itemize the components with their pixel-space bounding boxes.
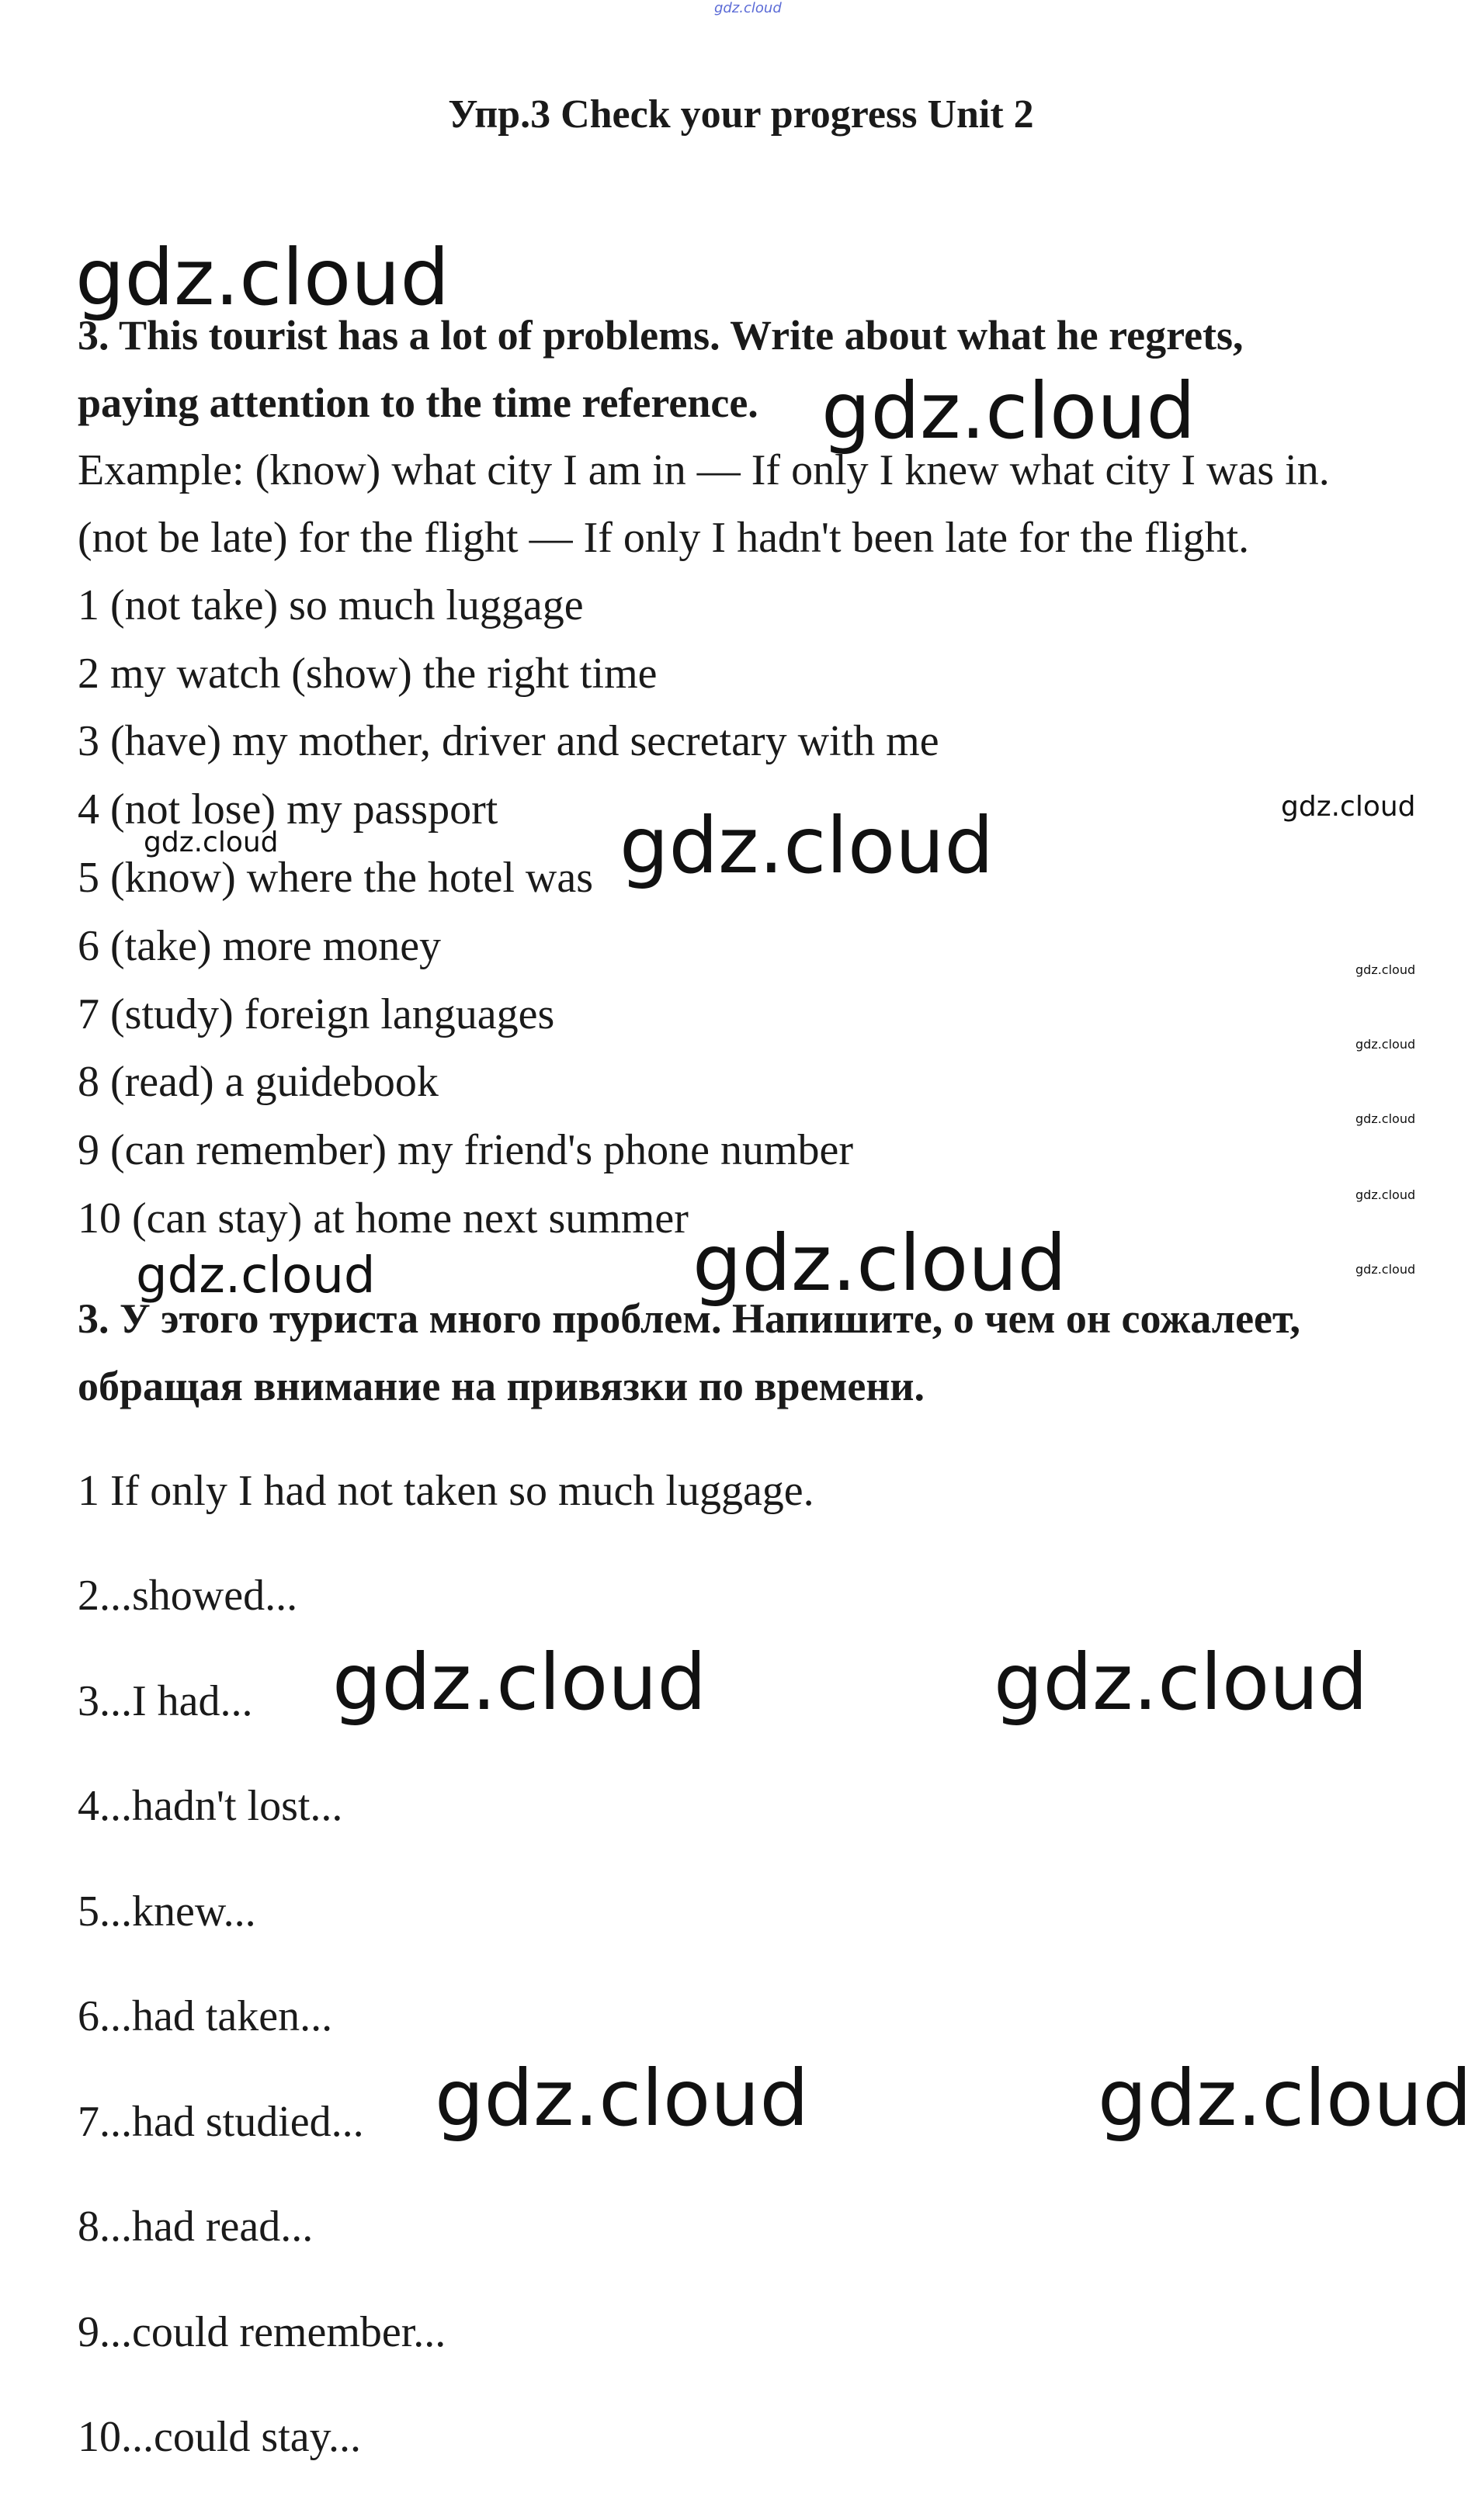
answer-10: 10...could stay... bbox=[78, 2413, 361, 2461]
task-instruction-line-1: 3. This tourist has a lot of problems. Write about what he regrets, bbox=[78, 312, 1244, 359]
watermark: gdz.cloud bbox=[1355, 1037, 1416, 1052]
watermark: gdz.cloud bbox=[821, 366, 1196, 456]
task-instruction-ru-line-1: 3. У этого туриста много проблем. Напишите, о чем он сожалеет, bbox=[78, 1295, 1300, 1342]
watermark: gdz.cloud bbox=[332, 1637, 707, 1728]
exercise-item-9: 9 (can remember) my friend's phone number bbox=[78, 1126, 854, 1174]
top-watermark: gdz.cloud bbox=[714, 0, 782, 16]
task-instruction-ru-line-2: обращая внимание на привязки по времени. bbox=[78, 1363, 925, 1409]
answer-8: 8...had read... bbox=[78, 2203, 314, 2251]
watermark: gdz.cloud bbox=[1098, 2053, 1473, 2144]
watermark: gdz.cloud bbox=[1355, 1111, 1416, 1126]
answer-7: 7...had studied... bbox=[78, 2098, 364, 2146]
answer-4: 4...hadn't lost... bbox=[78, 1782, 343, 1830]
exercise-item-4: 4 (not lose) my passport bbox=[78, 785, 498, 834]
example-line-1: Example: (know) what city I am in — If only I knew what city I was in. bbox=[78, 446, 1330, 494]
exercise-item-10: 10 (can stay) at home next summer bbox=[78, 1194, 689, 1243]
exercise-item-3: 3 (have) my mother, driver and secretary with me bbox=[78, 717, 939, 765]
answer-1: 1 If only I had not taken so much luggage. bbox=[78, 1467, 814, 1515]
watermark: gdz.cloud bbox=[620, 800, 994, 891]
answer-5: 5...knew... bbox=[78, 1887, 256, 1936]
watermark: gdz.cloud bbox=[1355, 962, 1416, 977]
watermark: gdz.cloud bbox=[1355, 1187, 1416, 1202]
exercise-item-7: 7 (study) foreign languages bbox=[78, 990, 555, 1038]
exercise-item-6: 6 (take) more money bbox=[78, 922, 442, 970]
answer-9: 9...could remember... bbox=[78, 2308, 446, 2356]
answer-6: 6...had taken... bbox=[78, 1992, 333, 2040]
exercise-item-1: 1 (not take) so much luggage bbox=[78, 581, 584, 629]
exercise-item-2: 2 my watch (show) the right time bbox=[78, 650, 658, 698]
exercise-item-5: 5 (know) where the hotel was bbox=[78, 854, 594, 902]
watermark: gdz.cloud bbox=[1355, 1262, 1416, 1277]
answer-3: 3...I had... bbox=[78, 1677, 253, 1725]
task-instruction-line-2: paying attention to the time reference. bbox=[78, 380, 758, 426]
example-line-2: (not be late) for the flight — If only I hadn't been late for the flight. bbox=[78, 514, 1250, 562]
page-title: Упр.3 Check your progress Unit 2 bbox=[448, 92, 1034, 137]
answer-2: 2...showed... bbox=[78, 1572, 298, 1620]
exercise-item-8: 8 (read) a guidebook bbox=[78, 1058, 439, 1106]
watermark: gdz.cloud bbox=[136, 1247, 376, 1305]
watermark: gdz.cloud bbox=[692, 1218, 1067, 1309]
watermark: gdz.cloud bbox=[1281, 791, 1416, 823]
watermark: gdz.cloud bbox=[75, 232, 450, 323]
watermark: gdz.cloud bbox=[435, 2053, 810, 2144]
watermark: gdz.cloud bbox=[994, 1637, 1369, 1728]
watermark: gdz.cloud bbox=[144, 827, 279, 858]
